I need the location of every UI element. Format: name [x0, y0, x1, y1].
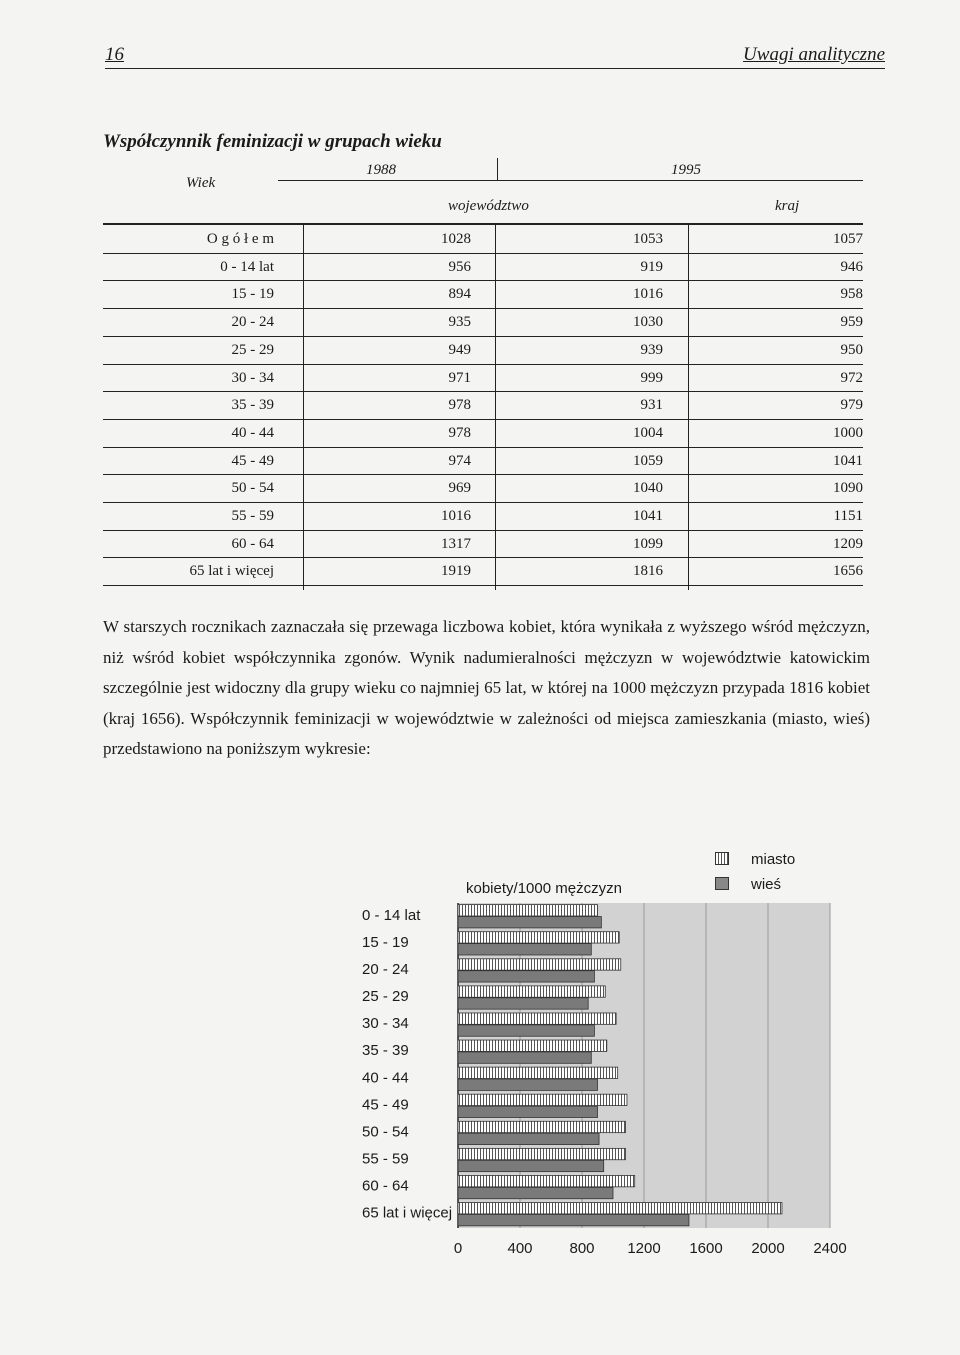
category-label: 50 - 54 — [362, 1123, 409, 1141]
legend-label-wies: wieś — [751, 876, 782, 893]
bar-wies — [458, 1187, 613, 1198]
cell-1988: 1919 — [441, 563, 471, 580]
cell-1995-wojewodztwo: 1016 — [633, 286, 663, 303]
cell-1988: 978 — [448, 397, 471, 414]
bar-miasto — [458, 959, 621, 970]
row-label: 20 - 24 — [231, 314, 274, 331]
bar-miasto — [458, 986, 605, 997]
bar-wies — [458, 1106, 598, 1117]
bar-miasto — [458, 1067, 618, 1078]
category-label: 60 - 64 — [362, 1177, 409, 1195]
x-tick-label: 1600 — [689, 1240, 723, 1257]
category-label: 0 - 14 lat — [362, 906, 421, 924]
category-label: 35 - 39 — [362, 1042, 409, 1060]
cell-1995-kraj: 1656 — [833, 563, 863, 580]
cell-1995-kraj: 972 — [840, 369, 863, 386]
legend-swatch-miasto — [715, 852, 729, 865]
legend-item-wies — [715, 876, 781, 893]
cell-1995-wojewodztwo: 919 — [640, 258, 663, 275]
category-label: 65 lat i więcej — [362, 1204, 453, 1222]
col-header-1995: 1995 — [671, 162, 701, 178]
subheader-wojewodztwo: województwo — [448, 198, 529, 214]
row-rule — [103, 585, 863, 586]
section-title: Uwagi analityczne — [743, 44, 885, 65]
bar-wies — [458, 917, 601, 928]
row-label: 30 - 34 — [231, 369, 274, 386]
running-head — [105, 44, 885, 69]
cell-1995-kraj: 958 — [840, 286, 863, 303]
subheader-kraj: kraj — [775, 198, 800, 214]
legend-label-miasto: miasto — [751, 851, 796, 868]
cell-1995-wojewodztwo: 1004 — [633, 424, 663, 441]
cell-1988: 971 — [448, 369, 471, 386]
row-rule — [103, 530, 863, 531]
cell-1995-kraj: 1041 — [833, 452, 863, 469]
row-label: 25 - 29 — [231, 341, 274, 358]
cell-1995-wojewodztwo: 931 — [640, 397, 663, 414]
cell-1988: 969 — [448, 480, 471, 497]
cell-1995-kraj: 979 — [840, 397, 863, 414]
cell-1988: 974 — [448, 452, 471, 469]
bar-miasto — [458, 1013, 616, 1024]
page-number: 16 — [105, 44, 124, 65]
category-label: 55 - 59 — [362, 1150, 409, 1168]
cell-1995-kraj: 1151 — [833, 508, 863, 524]
category-label: 30 - 34 — [362, 1015, 409, 1033]
cell-1988: 949 — [448, 341, 471, 358]
category-label: 40 - 44 — [362, 1069, 409, 1087]
cell-1988: 894 — [448, 286, 471, 303]
row-label: 65 lat i więcej — [189, 563, 274, 580]
row-rule — [103, 447, 863, 448]
bar-wies — [458, 998, 588, 1009]
bar-wies — [458, 1160, 604, 1171]
row-rule — [103, 391, 863, 392]
feminization-table — [103, 158, 863, 590]
bar-wies — [458, 1133, 599, 1144]
cell-1995-wojewodztwo: 1059 — [633, 452, 663, 469]
row-label: O g ó ł e m — [206, 231, 274, 247]
cell-1988: 1016 — [441, 508, 471, 524]
cell-1995-wojewodztwo: 939 — [640, 341, 663, 358]
legend-item-miasto — [715, 851, 795, 868]
row-label: 35 - 39 — [231, 397, 274, 414]
row-label: 40 - 44 — [231, 424, 274, 441]
row-label: 55 - 59 — [231, 508, 274, 524]
bar-wies — [458, 971, 594, 982]
legend-swatch-wies — [715, 877, 729, 890]
cell-1995-kraj: 1000 — [833, 424, 863, 441]
x-tick-label: 800 — [569, 1240, 595, 1257]
row-label: 50 - 54 — [231, 480, 274, 497]
cell-1988: 978 — [448, 424, 471, 441]
cell-1995-wojewodztwo: 1030 — [633, 314, 663, 331]
cell-1995-kraj: 1209 — [833, 535, 863, 552]
bar-wies — [458, 1214, 689, 1225]
row-rule — [103, 253, 863, 254]
cell-1995-kraj: 950 — [840, 341, 863, 358]
header-rule-top — [278, 180, 863, 181]
category-label: 25 - 29 — [362, 988, 409, 1006]
x-tick-label: 2000 — [751, 1240, 785, 1257]
bar-wies — [458, 1025, 594, 1036]
row-rule — [103, 364, 863, 365]
bar-wies — [458, 1079, 598, 1090]
bar-chart — [340, 845, 900, 1265]
column-divider — [495, 225, 496, 590]
row-rule — [103, 474, 863, 475]
x-tick-label: 400 — [507, 1240, 533, 1257]
cell-1995-wojewodztwo: 1040 — [633, 480, 663, 497]
bar-wies — [458, 1052, 591, 1063]
x-tick-label: 0 — [453, 1240, 463, 1257]
bar-miasto — [458, 1094, 627, 1105]
cell-1988: 956 — [448, 258, 471, 275]
bar-miasto — [458, 1175, 635, 1186]
row-rule — [103, 280, 863, 281]
cell-1995-wojewodztwo: 1053 — [633, 231, 663, 247]
category-label: 45 - 49 — [362, 1096, 409, 1114]
row-label: 60 - 64 — [231, 535, 274, 552]
cell-1995-kraj: 1090 — [833, 480, 863, 497]
cell-1995-wojewodztwo: 1041 — [633, 508, 663, 524]
bar-miasto — [458, 1148, 625, 1159]
cell-1988: 1028 — [441, 231, 471, 247]
category-label: 15 - 19 — [362, 933, 409, 951]
row-rule — [103, 308, 863, 309]
x-tick-label: 2400 — [813, 1240, 847, 1257]
column-divider — [688, 225, 689, 590]
bar-miasto — [458, 1203, 782, 1214]
bar-miasto — [458, 932, 619, 943]
col-header-1988: 1988 — [366, 162, 396, 178]
cell-1995-wojewodztwo: 999 — [640, 369, 663, 386]
row-rule — [103, 336, 863, 337]
category-label: 20 - 24 — [362, 960, 409, 978]
cell-1988: 935 — [448, 314, 471, 331]
cell-1995-kraj: 946 — [840, 258, 863, 275]
row-rule — [103, 502, 863, 503]
row-rule — [103, 557, 863, 558]
row-label: 45 - 49 — [231, 452, 274, 469]
col-header-wiek: Wiek — [186, 175, 216, 191]
cell-1995-kraj: 1057 — [833, 231, 863, 247]
bar-miasto — [458, 1040, 607, 1051]
table-title: Współczynnik feminizacji w grupach wieku — [103, 131, 442, 152]
x-tick-label: 1200 — [627, 1240, 661, 1257]
header-rule — [103, 223, 863, 225]
chart-svg — [340, 845, 900, 1265]
cell-1995-kraj: 959 — [840, 314, 863, 331]
row-rule — [103, 419, 863, 420]
cell-1988: 1317 — [441, 535, 471, 552]
chart-title: kobiety/1000 mężczyzn — [466, 880, 622, 897]
row-label: 0 - 14 lat — [220, 258, 274, 275]
bar-miasto — [458, 905, 598, 916]
body-paragraph: W starszych rocznikach zaznaczała się przewaga liczbowa kobiet, która wynikała z wyższego wśród mężczyzn, niż wśród kobiet współczynnika zgonów. Wynik nadumieralności mężczyzn w województwie katowickim szczególnie jest widoczny dla grupy wieku co najmniej 65 lat, w której na 1000 mężczyzn przypada 1816 kobiet (kraj 1656). Współczynnik feminizacji w województwie w zależności od miejsca zamieszkania (miasto, wieś) przedstawiono na poniższym wykresie: — [103, 617, 870, 758]
cell-1995-wojewodztwo: 1099 — [633, 535, 663, 552]
row-label: 15 - 19 — [231, 286, 274, 303]
column-divider — [303, 225, 304, 590]
cell-1995-wojewodztwo: 1816 — [633, 563, 663, 580]
bar-miasto — [458, 1121, 625, 1132]
header-divider — [497, 158, 498, 181]
bar-wies — [458, 944, 591, 955]
